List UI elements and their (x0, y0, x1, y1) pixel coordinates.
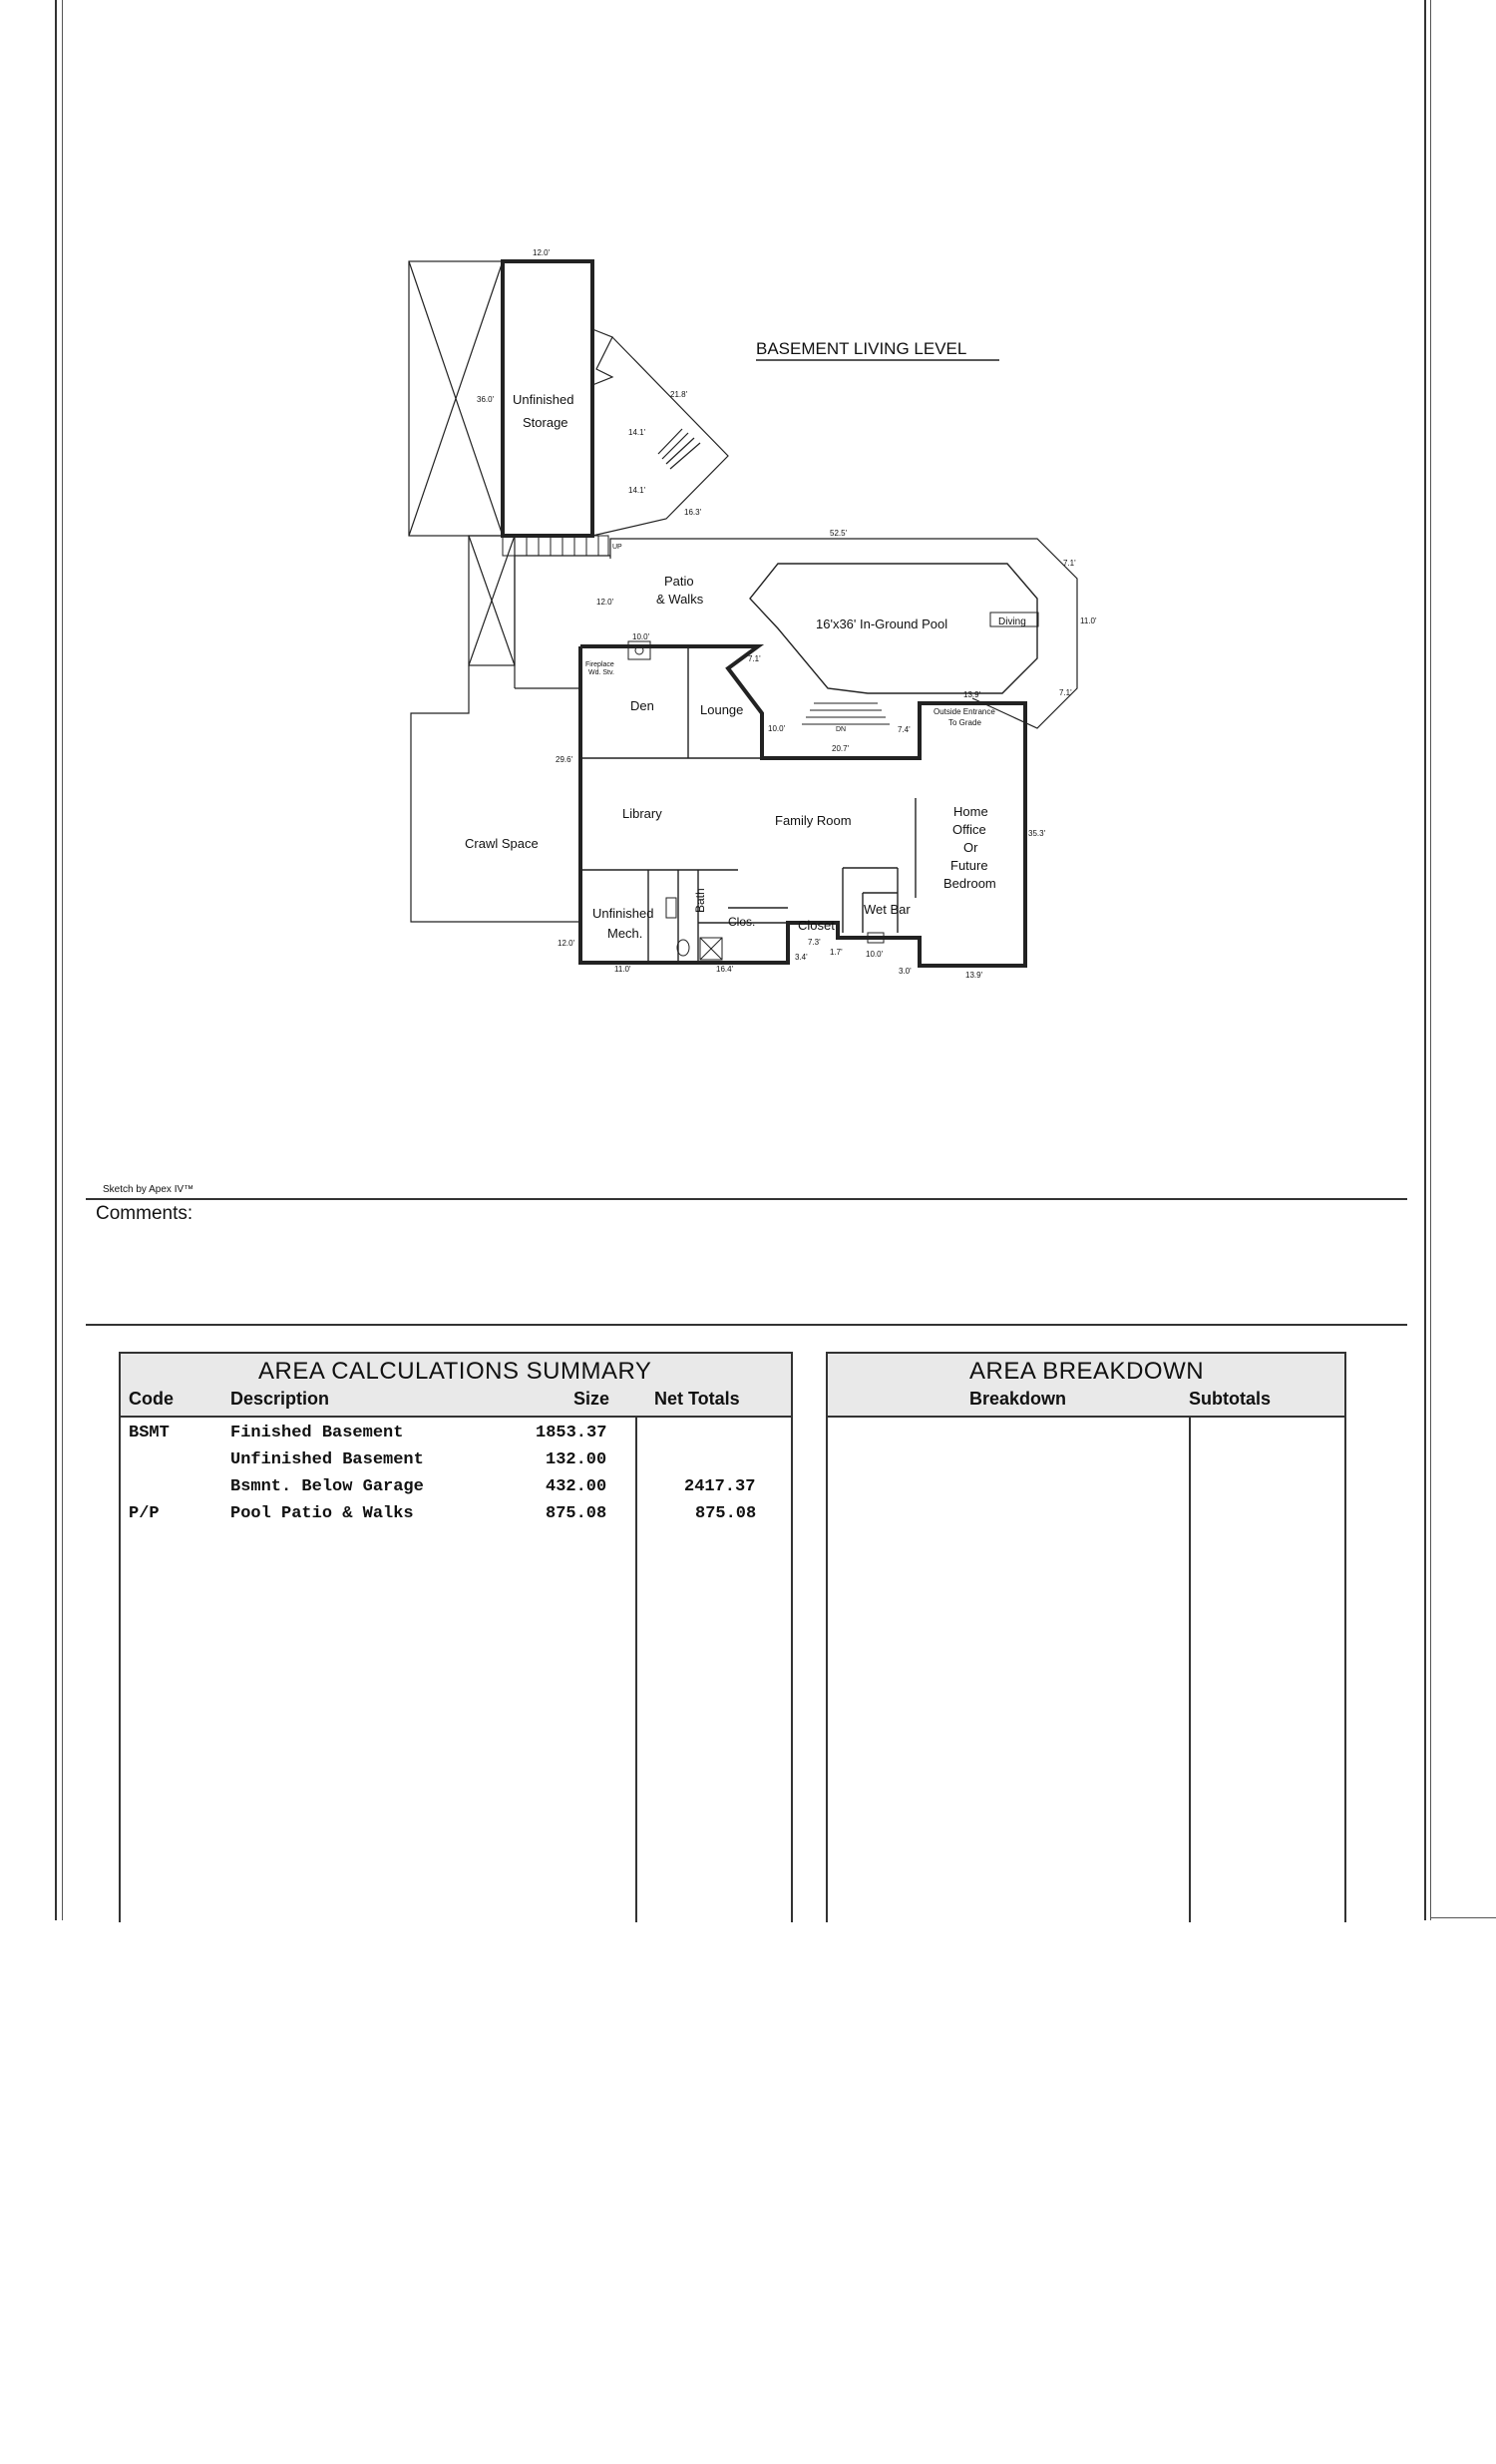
cell-code: P/P (129, 1504, 160, 1523)
room-label-family-room: Family Room (775, 813, 852, 828)
crawl-space (411, 665, 582, 922)
room-label-library: Library (622, 806, 662, 821)
label-up: UP (612, 544, 622, 551)
dim-label: 12.0' (596, 598, 614, 607)
dim-label: 7.1' (1059, 688, 1072, 697)
room-label-patio-2: & Walks (656, 592, 704, 607)
cell-description: Pool Patio & Walks (230, 1504, 414, 1523)
area-breakdown-header (828, 1354, 1344, 1418)
dim-label: 12.0' (558, 939, 575, 948)
area-calculations-title: AREA CALCULATIONS SUMMARY (258, 1358, 652, 1385)
dim-label: 3.0' (899, 967, 912, 976)
dim-label: 13.9' (965, 971, 983, 980)
area-calculations-header (121, 1354, 791, 1418)
area-breakdown-panel (826, 1352, 1346, 1922)
column-divider (635, 1417, 637, 1922)
room-label-patio-1: Patio (664, 574, 694, 589)
patio-outline (515, 539, 1077, 728)
room-label-home-office-3: Or (963, 840, 978, 855)
cell-size: 1853.37 (536, 1424, 607, 1442)
cell-size: 432.00 (546, 1477, 607, 1496)
dim-label: 7.1' (748, 654, 761, 663)
area-breakdown-title: AREA BREAKDOWN (969, 1358, 1205, 1385)
room-label-clos: Clos. (728, 915, 756, 929)
dim-label: 14.1' (628, 428, 646, 437)
dim-label: 7.3' (808, 938, 821, 947)
divider-bottom (86, 1324, 1407, 1326)
room-label-unfinished-mech-2: Mech. (607, 926, 643, 941)
room-label-outside-entrance-1: Outside Entrance (934, 707, 995, 716)
cell-size: 132.00 (546, 1450, 607, 1469)
cell-size: 875.08 (546, 1504, 607, 1523)
room-label-bath: Bath (693, 888, 707, 913)
dim-label: 10.0' (632, 632, 650, 641)
cell-code: BSMT (129, 1424, 170, 1442)
room-label-unfinished-mech-1: Unfinished (592, 906, 654, 921)
exterior-stair (592, 329, 728, 536)
room-label-den: Den (630, 698, 654, 713)
dim-label: 16.3' (684, 508, 702, 517)
cell-description: Finished Basement (230, 1424, 404, 1442)
room-label-diving: Diving (998, 616, 1026, 627)
dim-label: 36.0' (477, 395, 495, 404)
dim-label: 52.5' (830, 529, 848, 538)
divider-top (86, 1198, 1407, 1200)
dim-label: 20.7' (832, 744, 850, 753)
column-header-breakdown: Breakdown (969, 1389, 1067, 1409)
storage-stairs (503, 536, 608, 556)
dim-label: 10.0' (866, 950, 884, 959)
dim-label: 7.1' (1063, 559, 1076, 568)
room-label-outside-entrance-2: To Grade (948, 718, 981, 727)
dim-label: 7.4' (898, 725, 911, 734)
column-header-net-totals: Net Totals (654, 1389, 740, 1409)
sketch-title: BASEMENT LIVING LEVEL (756, 339, 967, 358)
dim-label: 11.0' (614, 965, 631, 974)
room-label-fireplace-1: Fireplace (585, 661, 614, 668)
cell-net: 2417.37 (684, 1477, 756, 1496)
floor-plan-sketch (0, 0, 1496, 1177)
cell-description: Unfinished Basement (230, 1450, 424, 1469)
sketch-credit: Sketch by Apex IV™ (103, 1184, 194, 1195)
garage-lower (469, 536, 515, 665)
dim-label: 12.0' (533, 248, 551, 257)
page-frame-tail (1430, 1917, 1496, 1918)
dim-label: 11.0' (1080, 616, 1097, 625)
dim-label: 14.1' (628, 486, 646, 495)
dim-label: 29.6' (556, 755, 573, 764)
room-label-unfinished-storage-1: Unfinished (513, 392, 574, 407)
column-header-code: Code (129, 1389, 174, 1409)
room-label-home-office-2: Office (952, 822, 986, 837)
dim-label: 35.3' (1028, 829, 1046, 838)
area-calculations-panel (119, 1352, 793, 1922)
fixtures (628, 641, 884, 960)
room-label-lounge: Lounge (700, 702, 744, 717)
room-label-home-office-1: Home (953, 804, 988, 819)
column-header-subtotals: Subtotals (1189, 1389, 1272, 1409)
column-divider (1189, 1417, 1191, 1922)
dim-label: 1.7' (830, 948, 843, 957)
dim-label: 3.4' (795, 953, 808, 962)
room-label-wet-bar: Wet Bar (864, 902, 911, 917)
room-label-crawl-space: Crawl Space (465, 836, 539, 851)
room-label-pool: 16'x36' In-Ground Pool (816, 616, 948, 631)
room-label-unfinished-storage-2: Storage (523, 415, 568, 430)
dim-label: 21.8' (670, 390, 688, 399)
pool-steps (802, 703, 890, 724)
dim-label: 16.4' (716, 965, 734, 974)
comments-label: Comments: (96, 1203, 193, 1224)
room-label-home-office-5: Bedroom (943, 876, 996, 891)
cell-description: Bsmnt. Below Garage (230, 1477, 424, 1496)
room-label-home-office-4: Future (950, 858, 988, 873)
room-label-fireplace-2: Wd. Stv. (588, 669, 614, 676)
column-header-description: Description (230, 1389, 330, 1409)
cell-net: 875.08 (695, 1504, 757, 1523)
room-label-closet: Closet (798, 918, 835, 933)
dim-label: 13.9' (963, 690, 981, 699)
column-header-size: Size (573, 1389, 610, 1409)
dim-label: 10.0' (768, 724, 786, 733)
label-dn: DN (836, 726, 847, 733)
